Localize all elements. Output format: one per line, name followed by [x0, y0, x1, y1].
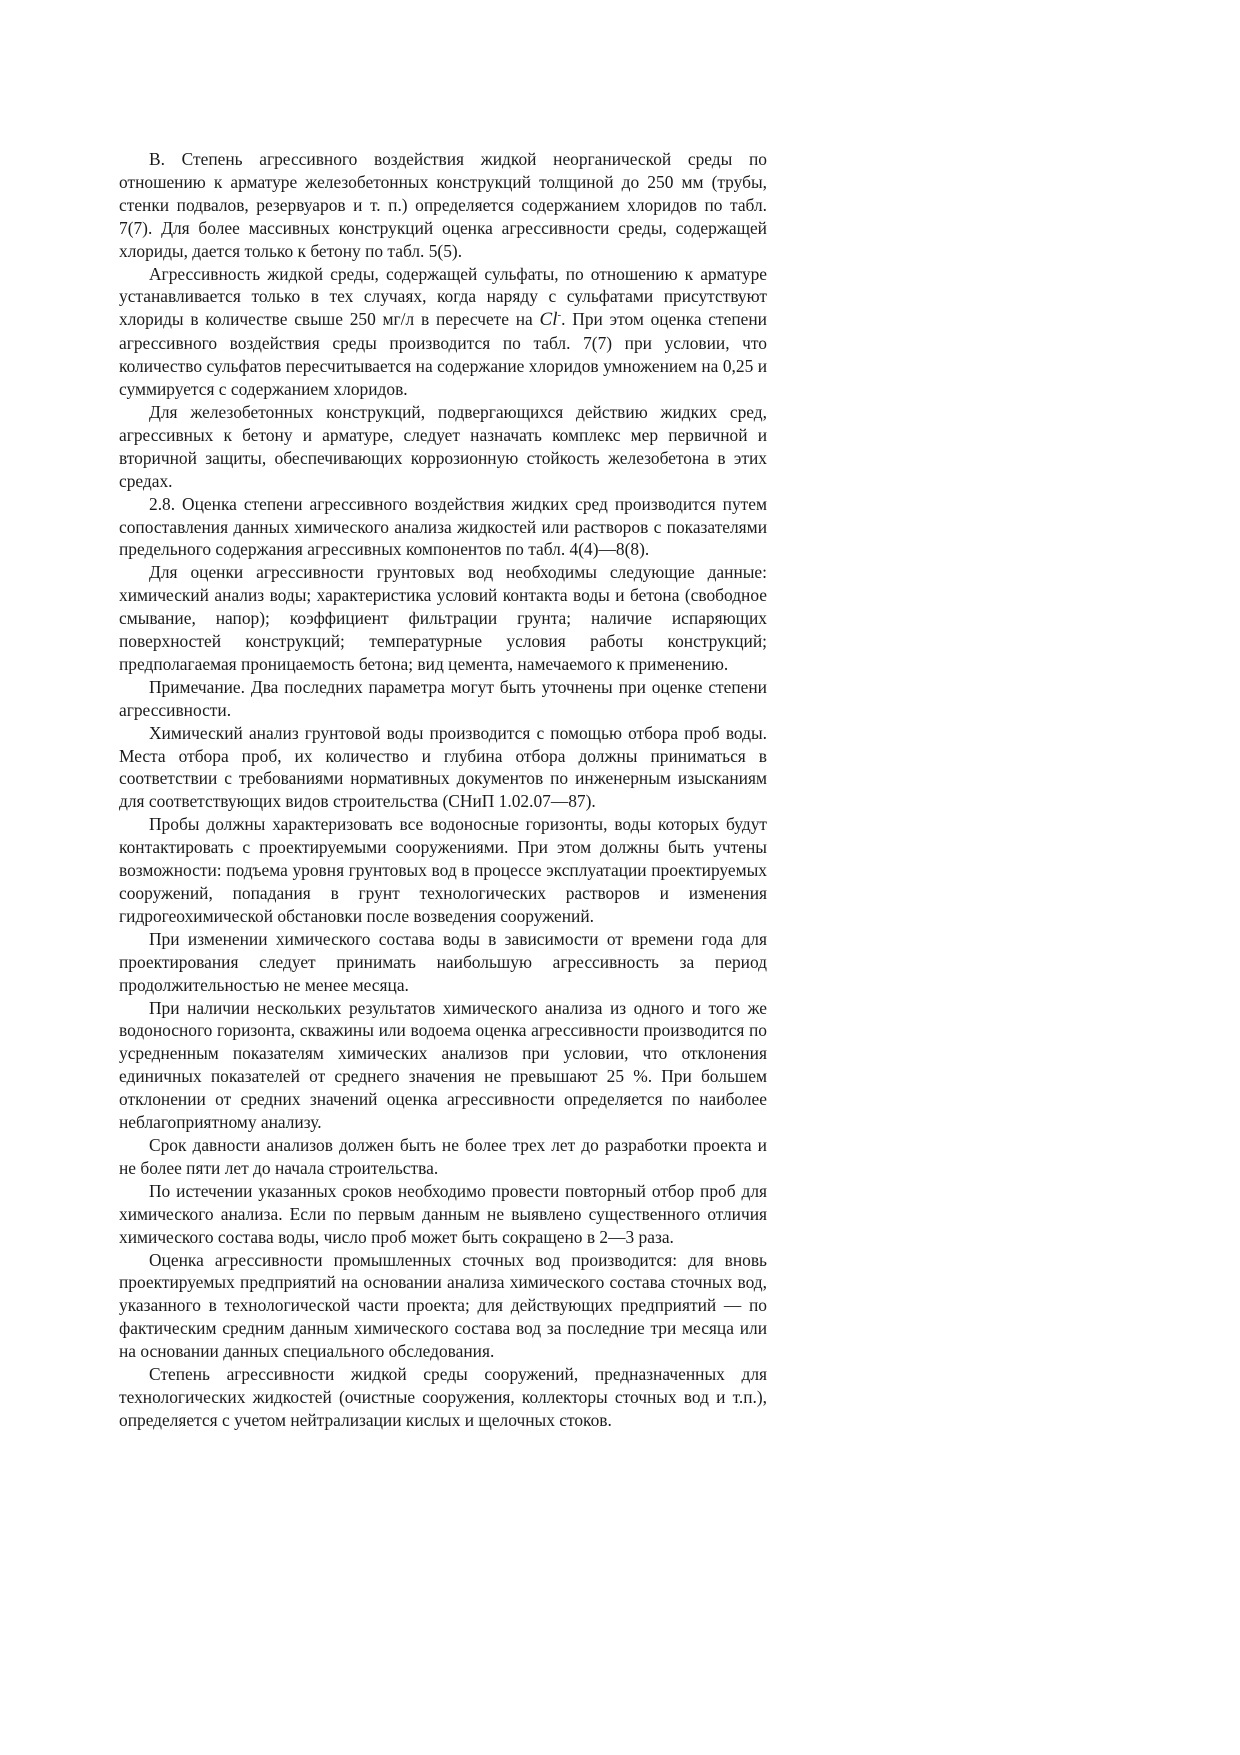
paragraph-chloride-content: В. Степень агрессивного воздействия жидкой неорганической среды по отношению к арматуре железобетонных конструкций толщиной до 250 мм (трубы, стенки подвалов, резервуаров и т. п.) определяется содержанием хлоридов по табл. 7(7). Для более массивных конструкций оценка агрессивности среды, содержащей хлориды, дается только к бетону по табл. 5(5). — [119, 149, 767, 261]
paragraph-groundwater-data: Для оценки агрессивности грунтовых вод необходимы следующие данные: химический анализ воды; характеристика условий контакта воды и бетона (свободное смывание, напор); коэффициент фильтрации грунта; наличие испаряющих поверхностей конструкций; температурные условия работы конструкций; предполагаемая проницаемость бетона; вид цемента, намечаемого к применению. — [119, 562, 767, 674]
document-body — [119, 148, 767, 1432]
paragraph-seasonal-change: При изменении химического состава воды в зависимости от времени года для проектирования следует принимать наибольшую агрессивность за период продолжительностью не менее месяца. — [119, 928, 767, 995]
chloride-ion-charge: - — [557, 309, 562, 322]
paragraph-chemical-analysis: Химический анализ грунтовой воды производится с помощью отбора проб воды. Места отбора проб, их количество и глубина отбора должны приниматься в соответствии с требованиями нормативных документов по инженерным изысканиям для соответствующих видов строительства (СНиП 1.02.07—87). — [119, 722, 767, 812]
paragraph-technological-liquids: Степень агрессивности жидкой среды сооружений, предназначенных для технологических жидкостей (очистные сооружения, коллекторы сточных вод и т.п.), определяется с учетом нейтрализации кислых и щелочных стоков. — [119, 1364, 767, 1430]
paragraph-industrial-wastewater: Оценка агрессивности промышленных сточных вод производится: для вновь проектируемых предприятий на основании анализа химического состава сточных вод, указанного в технологической части проекта; для действующих предприятий — по фактическим средним данным химического состава вод за последние три месяца или на основании данных специального обследования. — [119, 1249, 767, 1362]
paragraph-multiple-results: При наличии нескольких результатов химического анализа из одного и того же водоносного горизонта, скважины или водоема оценка агрессивности производится по усредненным показателям химических анализов при условии, что отклонения единичных показателей от среднего значения не превышают 25 %. При большем отклонении от средних значений оценка агрессивности определяется по наиболее неблагоприятному анализу. — [119, 997, 767, 1133]
paragraph-samples: Пробы должны характеризовать все водоносные горизонты, воды которых будут контактировать с проектируемыми сооружениями. При этом должны быть учтены возможности: подъема уровня грунтовых вод в процессе эксплуатации проектируемых сооружений, попадания в грунт технологических растворов и изменения гидрогеохимической обстановки после возведения сооружений. — [119, 814, 767, 926]
paragraph-text-before: Агрессивность жидкой среды, содержащей сульфаты, по отношению к арматуре устанавливается только в тех случаях, когда наряду с сульфатами присутствуют хлориды в количестве свыше 250 мг/л в пересчете на — [119, 263, 767, 330]
paragraph-section-2-8: 2.8. Оценка степени агрессивного воздействия жидких сред производится путем сопоставления данных химического анализа жидкостей или растворов с показателями предельного содержания агрессивных компонентов по табл. 4(4)—8(8). — [119, 493, 767, 560]
paragraph-text-after: . При этом оценка степени агрессивного воздействия среды производится по табл. 7(7) при условии, что количество сульфатов пересчитывается на содержание хлоридов умножением на 0,25 и суммируется с содержанием хлоридов. — [119, 309, 767, 400]
paragraph-resampling: По истечении указанных сроков необходимо провести повторный отбор проб для химического анализа. Если по первым данным не выявлено существенного отличия химического состава воды, число проб может быть сокращено в 2—3 раза. — [119, 1180, 767, 1247]
paragraph-analysis-age: Срок давности анализов должен быть не более трех лет до разработки проекта и не более пяти лет до начала строительства. — [119, 1134, 767, 1178]
paragraph-note: Примечание. Два последних параметра могут быть уточнены при оценке степени агрессивности. — [119, 676, 767, 720]
chloride-ion-formula: Cl — [539, 309, 558, 331]
paragraph-protection-measures: Для железобетонных конструкций, подвергающихся действию жидких сред, агрессивных к бетону и арматуре, следует назначать комплекс мер первичной и вторичной защиты, обеспечивающих коррозионную стойкость железобетона в этих средах. — [119, 401, 767, 491]
paragraph-sulfate-aggressiveness — [119, 263, 767, 401]
